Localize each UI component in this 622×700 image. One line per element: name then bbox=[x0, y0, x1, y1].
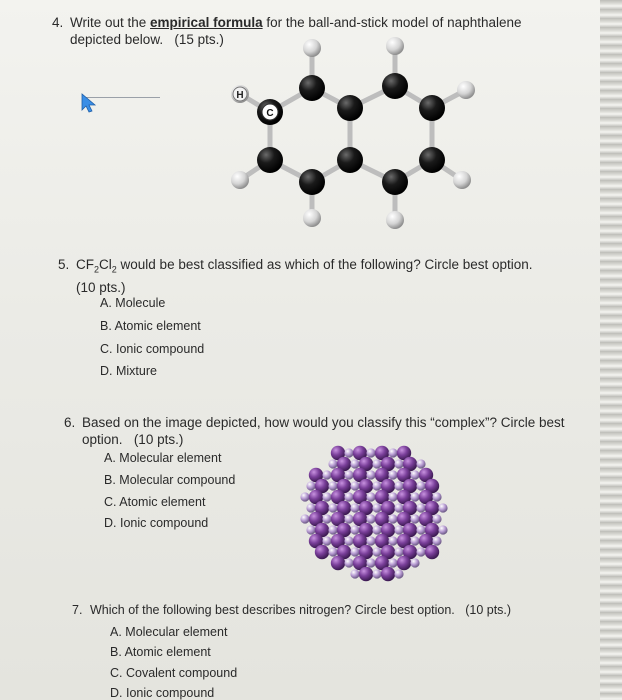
ionic-crystal-lattice-image bbox=[294, 436, 456, 586]
small-ion-sphere bbox=[344, 492, 353, 501]
small-ion-sphere bbox=[432, 536, 441, 545]
q6-option-c[interactable]: C. Atomic element bbox=[104, 495, 206, 509]
points-label: (10 pts.) bbox=[133, 432, 184, 447]
small-ion-sphere bbox=[328, 525, 337, 534]
large-ion-sphere bbox=[397, 556, 411, 570]
small-ion-sphere bbox=[394, 569, 403, 578]
small-ion-sphere bbox=[372, 525, 381, 534]
page-stack-edge bbox=[600, 0, 622, 700]
small-ion-sphere bbox=[410, 492, 419, 501]
question-text-line2: option. bbox=[82, 432, 123, 447]
question-number: 4. bbox=[52, 15, 64, 30]
small-ion-sphere bbox=[416, 459, 425, 468]
small-ion-sphere bbox=[300, 492, 309, 501]
large-ion-sphere bbox=[425, 545, 439, 559]
small-ion-sphere bbox=[350, 459, 359, 468]
q7-option-b[interactable]: B. Atomic element bbox=[110, 645, 211, 659]
small-ion-sphere bbox=[322, 492, 331, 501]
q5-option-d[interactable]: D. Mixture bbox=[100, 364, 157, 378]
small-ion-sphere bbox=[306, 481, 315, 490]
small-ion-sphere bbox=[388, 514, 397, 523]
small-ion-sphere bbox=[394, 503, 403, 512]
points-label: (10 pts.) bbox=[76, 279, 126, 295]
small-ion-sphere bbox=[366, 514, 375, 523]
small-ion-sphere bbox=[328, 459, 337, 468]
small-ion-sphere bbox=[372, 569, 381, 578]
small-ion-sphere bbox=[410, 536, 419, 545]
small-ion-sphere bbox=[388, 470, 397, 479]
small-ion-sphere bbox=[432, 514, 441, 523]
small-ion-sphere bbox=[388, 492, 397, 501]
small-ion-sphere bbox=[394, 459, 403, 468]
small-ion-sphere bbox=[322, 514, 331, 523]
small-ion-sphere bbox=[410, 514, 419, 523]
question-text: Based on the image depicted, how would you classify this “complex”? Circle best bbox=[82, 415, 565, 430]
bonds bbox=[240, 46, 466, 220]
q7-option-c[interactable]: C. Covalent compound bbox=[110, 666, 238, 680]
q5-option-b[interactable]: B. Atomic element bbox=[100, 319, 201, 333]
small-ion-sphere bbox=[388, 448, 397, 457]
q7-option-d[interactable]: D. Ionic compound bbox=[110, 686, 215, 700]
small-ion-sphere bbox=[394, 481, 403, 490]
question-number: 6. bbox=[64, 415, 76, 430]
q6-option-b[interactable]: B. Molecular compound bbox=[104, 473, 236, 487]
small-ion-sphere bbox=[372, 503, 381, 512]
empirical-formula-term: empirical formula bbox=[150, 15, 263, 30]
large-ion-sphere bbox=[331, 556, 345, 570]
naphthalene-ball-and-stick-model bbox=[222, 34, 484, 234]
small-ion-sphere bbox=[438, 503, 447, 512]
small-ion-sphere bbox=[328, 547, 337, 556]
q5-option-c[interactable]: C. Ionic compound bbox=[100, 342, 205, 356]
small-ion-sphere bbox=[300, 514, 309, 523]
hydrogen-label: H bbox=[236, 90, 244, 101]
question-5 bbox=[58, 256, 578, 296]
small-ion-sphere bbox=[372, 547, 381, 556]
small-ion-sphere bbox=[410, 470, 419, 479]
large-ion-sphere bbox=[315, 545, 329, 559]
text-cursor-arrow-icon bbox=[78, 92, 100, 114]
question-7 bbox=[72, 602, 592, 619]
question-text-line2: depicted below. bbox=[70, 32, 164, 47]
small-ion-sphere bbox=[372, 481, 381, 490]
q7-option-a[interactable]: A. Molecular element bbox=[110, 625, 228, 639]
question-number: 5. bbox=[58, 257, 70, 272]
q6-option-d[interactable]: D. Ionic compound bbox=[104, 516, 209, 530]
small-ion-sphere bbox=[350, 503, 359, 512]
small-ion-sphere bbox=[344, 470, 353, 479]
question-number: 7. bbox=[72, 603, 83, 617]
points-label: (15 pts.) bbox=[174, 32, 224, 47]
small-ion-sphere bbox=[350, 569, 359, 578]
small-ion-sphere bbox=[344, 558, 353, 567]
small-ion-sphere bbox=[306, 525, 315, 534]
small-ion-sphere bbox=[350, 481, 359, 490]
small-ion-sphere bbox=[416, 525, 425, 534]
small-ion-sphere bbox=[366, 492, 375, 501]
small-ion-sphere bbox=[416, 503, 425, 512]
small-ion-sphere bbox=[328, 481, 337, 490]
formula-cf2cl2: $CF_2Cl_2$ bbox=[76, 257, 117, 275]
small-ion-sphere bbox=[344, 536, 353, 545]
small-ion-sphere bbox=[394, 525, 403, 534]
small-ion-sphere bbox=[388, 558, 397, 567]
carbon-label: C bbox=[266, 108, 274, 119]
small-ion-sphere bbox=[344, 448, 353, 457]
small-ion-sphere bbox=[432, 492, 441, 501]
small-ion-sphere bbox=[350, 547, 359, 556]
q6-option-a[interactable]: A. Molecular element bbox=[104, 451, 222, 465]
small-ion-sphere bbox=[394, 547, 403, 556]
small-ion-sphere bbox=[322, 536, 331, 545]
small-ion-sphere bbox=[306, 503, 315, 512]
small-ion-sphere bbox=[388, 536, 397, 545]
question-text: Which of the following best describes nitrogen? Circle best option. bbox=[90, 603, 455, 617]
large-ion-sphere bbox=[381, 567, 395, 581]
points-label: (10 pts.) bbox=[465, 603, 512, 617]
small-ion-sphere bbox=[344, 514, 353, 523]
small-ion-sphere bbox=[366, 470, 375, 479]
small-ion-sphere bbox=[416, 481, 425, 490]
small-ion-sphere bbox=[416, 547, 425, 556]
small-ion-sphere bbox=[366, 448, 375, 457]
small-ion-sphere bbox=[410, 558, 419, 567]
question-text-cont: for the ball-and-stick model of naphthalene bbox=[262, 15, 522, 30]
small-ion-sphere bbox=[322, 470, 331, 479]
question-text: Write out the bbox=[70, 15, 151, 30]
small-ion-sphere bbox=[366, 558, 375, 567]
small-ion-sphere bbox=[350, 525, 359, 534]
large-ion-sphere bbox=[359, 567, 373, 581]
small-ion-sphere bbox=[328, 503, 337, 512]
small-ion-sphere bbox=[372, 459, 381, 468]
question-text: would be best classified as which of the following? Circle best option. bbox=[116, 257, 533, 272]
q5-option-a[interactable]: A. Molecule bbox=[100, 296, 166, 310]
small-ion-sphere bbox=[438, 525, 447, 534]
small-ion-sphere bbox=[366, 536, 375, 545]
